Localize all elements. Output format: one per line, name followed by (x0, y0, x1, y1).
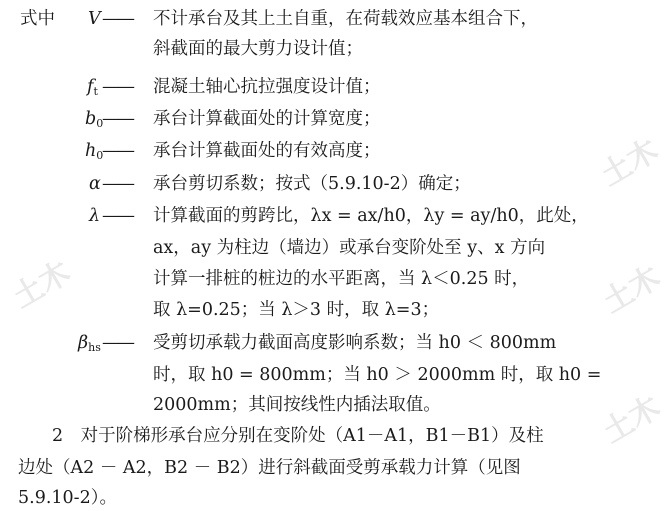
item-2-text: 2 对于阶梯形承台应分别在变阶处（A1－A1，B1－B1）及柱 (52, 426, 544, 446)
definition-text: 2000mm；其间按线性内插法取值。 (153, 395, 441, 415)
definition-dash: —— (102, 333, 133, 353)
watermark-logo: 土木 (595, 132, 665, 194)
symbol-beta-hs: $\beta_{hs}$ (78, 333, 101, 354)
definition-text: 不计承台及其上土自重，在荷载效应基本组合下， (153, 9, 538, 29)
definition-text: 计算一排桩的桩边的水平距离，当 λ＜0.25 时， (153, 269, 530, 289)
definition-text: 承台计算截面处的有效高度； (153, 141, 381, 161)
symbol-ft: $f_t$ (87, 77, 98, 98)
definition-text: 受剪切承载力截面高度影响系数；当 h0 ＜ 800mm (153, 333, 557, 353)
definition-text: 承台计算截面处的计算宽度； (153, 109, 381, 129)
definition-text: 斜截面的最大剪力设计值； (153, 39, 363, 59)
definition-dash: —— (102, 141, 133, 161)
symbol-b0: $b_0$ (85, 109, 104, 130)
definition-dash: —— (102, 206, 133, 226)
symbol-lambda: λ (89, 206, 101, 226)
definition-text: ax，ay 为柱边（墙边）或承台变阶处至 y、x 方向 (153, 238, 546, 258)
definition-dash: —— (102, 109, 133, 129)
symbol-alpha: α (89, 174, 101, 194)
symbol-h0: $h_0$ (85, 141, 104, 162)
definition-dash: —— (102, 9, 133, 29)
item-2-text: 边处（A2 － A2，B2 － B2）进行斜截面受剪承载力计算（见图 (18, 458, 521, 478)
definition-dash: —— (102, 77, 133, 97)
item-2-text: 5.9.10-2）。 (18, 488, 117, 508)
definition-text: 取 λ=0.25；当 λ＞3 时，取 λ=3； (153, 300, 440, 320)
watermark-logo: 土木 (7, 254, 77, 316)
definition-text: 计算截面的剪跨比，λx = ax/h0，λy = ay/h0，此处， (153, 206, 589, 226)
lead-text: 式中 (20, 9, 55, 29)
definition-text: 混凝土轴心抗拉强度设计值； (153, 77, 381, 97)
definition-dash: —— (102, 174, 133, 194)
watermark-logo: 土木 (597, 259, 667, 321)
symbol-v: V (88, 9, 101, 29)
definition-text: 承台剪切系数；按式（5.9.10-2）确定； (153, 174, 471, 194)
watermark-logo: 土木 (597, 389, 667, 451)
definition-text: 时，取 h0 = 800mm；当 h0 ＞ 2000mm 时，取 h0 = (153, 365, 602, 385)
